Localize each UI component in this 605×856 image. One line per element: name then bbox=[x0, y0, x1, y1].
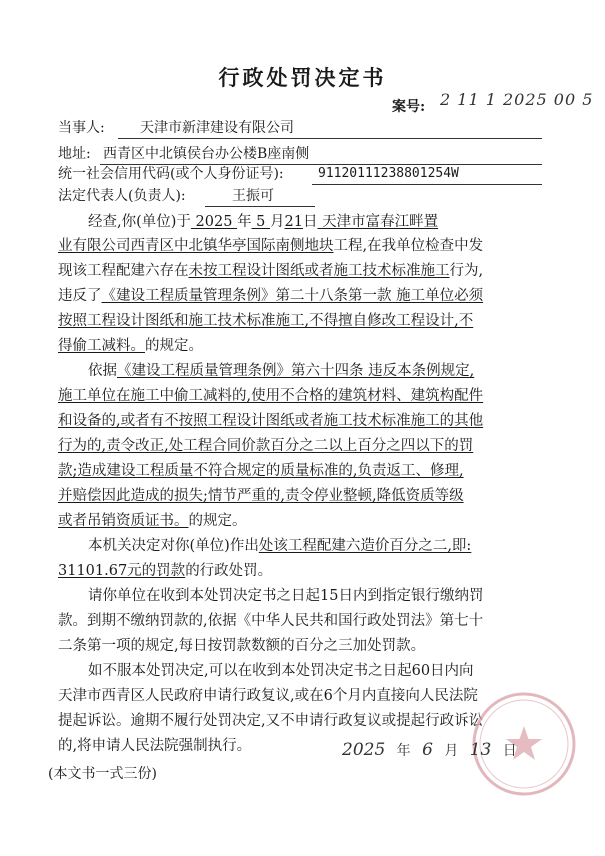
para2-line3 bbox=[58, 412, 483, 431]
para5-line2: 天津市西青区人民政府申请行政复议,或在6个月内直接向人民法院 bbox=[58, 688, 478, 704]
underlined-text: 《建设工程质量管理条例》第二十八条第一款 施工单位必须 bbox=[101, 288, 484, 304]
copies-note: (本文书一式三份) bbox=[48, 766, 157, 782]
text-run: 的规定。 bbox=[145, 338, 203, 354]
representative-name: 王振可 bbox=[232, 188, 274, 204]
para1-line4 bbox=[58, 287, 483, 306]
credit-code-label: 统一社会信用代码(或个人身份证号): bbox=[58, 166, 284, 182]
representative-underline bbox=[205, 206, 315, 207]
underlined-text: 处该工程配建六造价百分之二,即: bbox=[258, 538, 472, 554]
underlined-text: 5 bbox=[251, 214, 271, 230]
underlined-text: 施工单位在施工中偷工减料的,使用不合格的建筑材料、建筑构配件 bbox=[58, 388, 484, 404]
date-day: 13 bbox=[469, 740, 492, 760]
underlined-text: 天津市富春江畔置 bbox=[317, 214, 439, 230]
para3-line2 bbox=[58, 562, 272, 581]
party-underline bbox=[118, 138, 542, 139]
text-run: 依据 bbox=[88, 363, 117, 379]
signature-date bbox=[342, 740, 523, 760]
underlined-text: 按照工程设计图纸和施工技术标准施工,不得擅自修改工程设计,不 bbox=[58, 313, 474, 329]
para1-line1 bbox=[88, 213, 438, 232]
para2-line2 bbox=[58, 387, 483, 406]
para5-line3: 提起诉讼。逾期不履行处罚决定,又不申请行政复议或提起行政诉讼 bbox=[58, 713, 484, 729]
para2-line7 bbox=[58, 512, 247, 531]
document-title: 行政处罚决定书 bbox=[218, 65, 387, 90]
underlined-text: 21 bbox=[284, 214, 303, 230]
underlined-text: 或者吊销资质证书。 bbox=[58, 513, 189, 529]
date-year: 2025 bbox=[342, 740, 386, 760]
case-number-label: 案号: bbox=[392, 99, 426, 115]
date-month: 6 bbox=[422, 740, 433, 760]
text-run: 现该工程配建六存在 bbox=[58, 263, 189, 279]
date-month-glyph: 月 bbox=[444, 743, 459, 759]
underlined-text: 并赔偿因此造成的损失;情节严重的,责令停业整顿,降低资质等级 bbox=[58, 488, 464, 504]
para2-line4 bbox=[58, 437, 473, 456]
text-run: 本机关决定对你(单位)作出 bbox=[88, 538, 259, 554]
para2-line1 bbox=[88, 362, 474, 381]
text-run: 年 bbox=[237, 214, 252, 230]
para5-line4: 的,将申请人民法院强制执行。 bbox=[58, 738, 252, 754]
case-number-handwritten: 2 11 1 2025 00 5 bbox=[440, 90, 594, 109]
para1-line5 bbox=[58, 312, 473, 331]
para1-line2 bbox=[58, 237, 483, 256]
para4-line2: 款。到期不缴纳罚款的,依据《中华人民共和国行政处罚法》第七十 bbox=[58, 613, 484, 629]
para4-line3: 二条第一项的规定,每日按罚款数额的百分之三加处罚款。 bbox=[58, 638, 426, 654]
underlined-text: 业有限公司西青区中北镇华亭国际南侧地块 bbox=[58, 238, 334, 254]
address-value: 西青区中北镇侯台办公楼B座南侧 bbox=[103, 146, 310, 162]
party-name: 天津市新津建设有限公司 bbox=[140, 120, 294, 136]
underlined-text: 《建设工程质量管理条例》第六十四条 违反本条例规定, bbox=[117, 363, 475, 379]
text-run: 的规定。 bbox=[188, 513, 247, 529]
underlined-text: 款;造成建设工程质量不符合规定的质量标准的,负责返工、修理, bbox=[58, 463, 464, 479]
text-run: 行为, bbox=[449, 263, 484, 279]
para2-line6 bbox=[58, 487, 464, 506]
text-run: 工程,在我单位检查中发 bbox=[333, 238, 484, 254]
credit-code-value: 91120111238801254W bbox=[318, 166, 459, 181]
text-run: 月 bbox=[270, 214, 285, 230]
para1-line3 bbox=[58, 262, 483, 281]
underlined-text: 和设备的,或者有不按照工程设计图纸或者施工技术标准施工的其他 bbox=[58, 413, 484, 429]
credit-underline bbox=[312, 184, 542, 185]
underlined-text: 行为的,责令改正,处工程合同价款百分之二以上百分之四以下的罚 bbox=[58, 438, 474, 454]
underlined-text: 得偷工减料。 bbox=[58, 338, 145, 354]
underlined-text: 2025 bbox=[190, 214, 238, 230]
date-day-glyph: 日 bbox=[502, 743, 517, 759]
text-run: 经查,你(单位)于 bbox=[88, 214, 191, 230]
text-run: 日 bbox=[302, 214, 318, 230]
address-label: 地址: bbox=[58, 146, 91, 162]
text-run: 的行政处罚。 bbox=[185, 563, 273, 579]
underlined-text: 31101.67元的罚款 bbox=[58, 563, 186, 579]
underlined-text: 未按工程设计图纸或者施工技术标准施工 bbox=[188, 263, 450, 279]
para1-line6 bbox=[58, 337, 203, 356]
representative-label: 法定代表人(负责人): bbox=[58, 188, 186, 204]
text-run: 违反了 bbox=[58, 288, 102, 304]
para5-line1: 如不服本处罚决定,可以在收到本处罚决定书之日起60日内向 bbox=[88, 663, 474, 679]
para4-line1: 请你单位在收到本处罚决定书之日起15日内到指定银行缴纳罚 bbox=[88, 588, 484, 604]
para2-line5 bbox=[58, 462, 464, 481]
date-year-glyph: 年 bbox=[396, 743, 411, 759]
para3-line1 bbox=[88, 537, 471, 556]
party-label: 当事人: bbox=[58, 120, 105, 136]
